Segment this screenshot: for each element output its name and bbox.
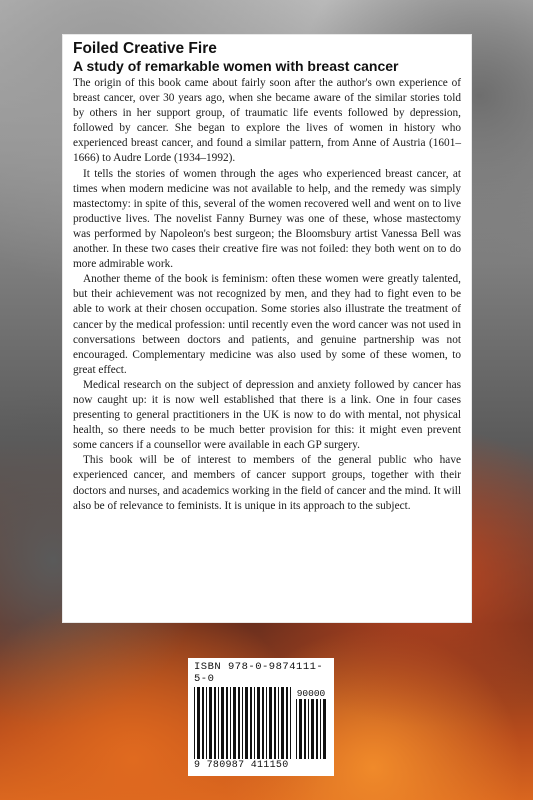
barcode-bar bbox=[299, 699, 302, 759]
blurb-paragraph-3: Another theme of the book is feminism: often these women were greatly talented, but their achievement was not recognized by men, and they had to fight even to be able to work at their chosen occupation. Some stories also illustrate the treatment of cancer by the medical profession: until recently even the word cancer was not used in conversations between doctors and patients, and genuine partnership was not encouraged. Complementary medicine was also used by some of these women, to great effect. bbox=[73, 273, 461, 376]
barcode-bar bbox=[311, 699, 314, 759]
barcode-bar bbox=[206, 687, 207, 759]
barcode-bar bbox=[274, 687, 276, 759]
blurb-paragraph-4: Medical research on the subject of depression and anxiety followed by cancer has now caught up: it is now well established that there is a link. One in four cases presenting to general practitioners in the UK is now to do with mental, not physical health, so there needs to be much better provision for this: it might even prevent some cancers if a counsellor were available in each GP surgery. bbox=[73, 378, 461, 452]
price-code: 90000 bbox=[296, 688, 326, 699]
barcode-bar bbox=[214, 687, 216, 759]
barcode-bar bbox=[250, 687, 252, 759]
barcode-bar bbox=[316, 699, 318, 759]
barcode-bar bbox=[218, 687, 219, 759]
price-barcode-bars bbox=[296, 699, 326, 759]
blurb-paragraph-1: The origin of this book came about fairly soon after the author's own experience of breast cancer, over 30 years ago, when she became aware of the similar stories told by others in her support group, of traumatic life events followed by depression, followed by cancer. She began to explore the lives of women in history who experienced breast cancer, and found a similar pattern, from Anne of Austria (1601–1666) to Audre Lorde (1934–1992). bbox=[73, 77, 461, 165]
barcode-bar bbox=[262, 687, 264, 759]
barcode-bar bbox=[286, 687, 288, 759]
barcode-bar bbox=[197, 687, 200, 759]
barcode-bar bbox=[209, 687, 212, 759]
barcode-bar bbox=[278, 687, 279, 759]
price-barcode bbox=[296, 689, 326, 759]
ean-digits: 9 780987 411150 bbox=[194, 760, 289, 771]
barcode-bar bbox=[320, 699, 321, 759]
blurb-panel bbox=[62, 34, 472, 623]
barcode-bar bbox=[202, 687, 204, 759]
barcode-row bbox=[194, 687, 328, 759]
barcode-bar bbox=[257, 687, 260, 759]
ean-barcode-bars bbox=[194, 687, 292, 759]
barcode-bar bbox=[238, 687, 240, 759]
barcode-bar bbox=[290, 687, 291, 759]
barcode-bar bbox=[323, 699, 326, 759]
barcode-bar bbox=[233, 687, 236, 759]
book-title: Foiled Creative Fire bbox=[73, 40, 217, 57]
barcode-bar bbox=[245, 687, 248, 759]
barcode-bar bbox=[304, 699, 306, 759]
barcode-bar bbox=[230, 687, 231, 759]
blurb-paragraph-2: It tells the stories of women through the ages who experienced breast cancer, at times when modern medicine was not available to help, and the remedy was simply mastectomy: in spite of this, several of the women recovered well and went on to live productive lives. The novelist Fanny Burney was one of these, whose mastectomy was performed by Napoleon's best surgeon; the Bloomsbury artist Vanessa Bell was another. In these two cases their creative fire was not foiled: they both went on to do more admirable work. bbox=[73, 167, 461, 271]
blurb-paragraph-5: This book will be of interest to members of the general public who have experienced cancer, and members of cancer support groups, together with their doctors and nurses, and academics working in the field of cancer and the mind. It will also be of relevance to feminists. It is unique in its approach to the subject. bbox=[73, 454, 461, 512]
barcode-bar bbox=[269, 687, 272, 759]
barcode-bar bbox=[242, 687, 243, 759]
barcode-bar bbox=[254, 687, 255, 759]
isbn-label: ISBN 978-0-9874111-5-0 bbox=[194, 661, 324, 685]
barcode-bar bbox=[281, 687, 284, 759]
barcode-bar bbox=[296, 699, 297, 759]
barcode-bar bbox=[226, 687, 228, 759]
barcode-bar bbox=[266, 687, 267, 759]
isbn-barcode bbox=[188, 658, 334, 776]
barcode-bar bbox=[221, 687, 224, 759]
book-subtitle: A study of remarkable women with breast cancer bbox=[73, 58, 399, 74]
barcode-bar bbox=[194, 687, 195, 759]
barcode-bar bbox=[308, 699, 309, 759]
